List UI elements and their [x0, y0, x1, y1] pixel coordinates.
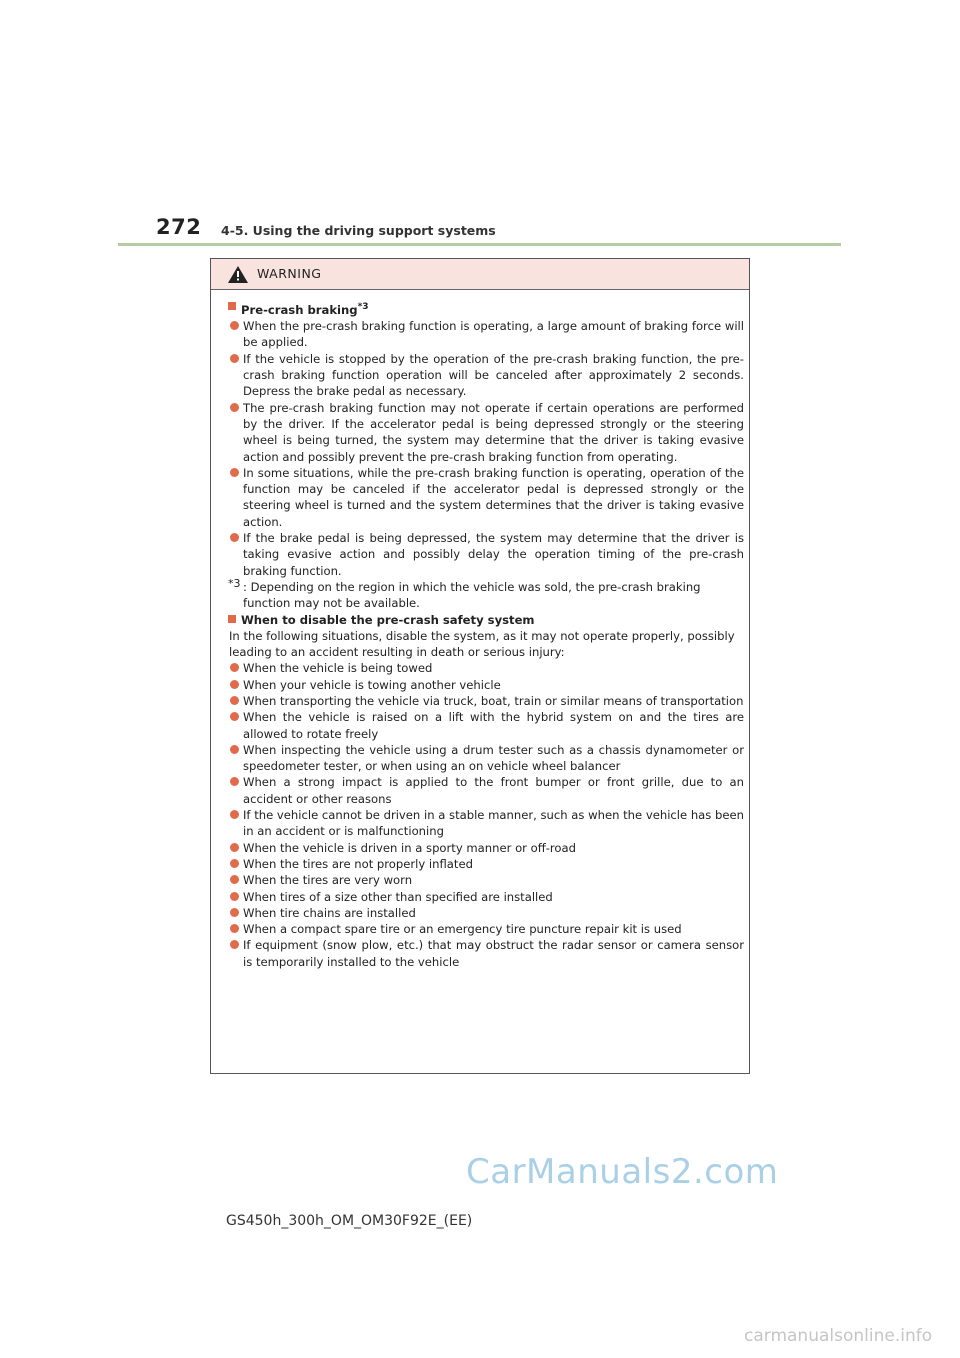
watermark-logo: CarManuals2.com — [466, 1152, 779, 1192]
square-bullet-icon — [228, 302, 236, 310]
circle-bullet-icon — [230, 403, 239, 412]
list-item — [228, 937, 744, 970]
list-item-text: If the vehicle cannot be driven in a stable manner, such as when the vehicle has been in an accident or is malfunctioning — [243, 808, 744, 839]
circle-bullet-icon — [230, 859, 239, 868]
list-item-text: When the vehicle is being towed — [243, 661, 433, 676]
list-item-text: When the pre-crash braking function is operating, a large amount of braking force will be applied. — [243, 319, 744, 350]
footnote-text: : Depending on the region in which the vehicle was sold, the pre-crash braking function may not be available. — [243, 579, 701, 611]
list-item-text: When the tires are not properly inflated — [243, 856, 473, 871]
list-item-text: When inspecting the vehicle using a drum tester such as a chassis dynamometer or speedometer tester, or when using an on vehicle wheel balancer — [243, 742, 744, 774]
footnote-mark: *3 — [228, 576, 241, 590]
warning-triangle-icon — [228, 266, 248, 283]
square-bullet-icon — [228, 615, 236, 623]
list-item — [228, 660, 744, 676]
circle-bullet-icon — [230, 924, 239, 933]
model-code: GS450h_300h_OM_OM30F92E_(EE) — [226, 1213, 473, 1229]
circle-bullet-icon — [230, 321, 239, 330]
list-item-text: If the vehicle is stopped by the operation of the pre-crash braking function, the pre-crash braking function operation will be canceled after approximately 2 seconds. Depress the brake pedal as necessary. — [243, 351, 744, 399]
list-item — [228, 318, 744, 351]
list-item-text: When a strong impact is applied to the front bumper or front grille, due to an accident or other reasons — [243, 775, 744, 806]
list-item — [228, 840, 744, 856]
section-heading — [228, 299, 744, 318]
list-item — [228, 774, 744, 807]
list-item — [228, 530, 744, 579]
list-item-text: When transporting the vehicle via truck, boat, train or similar means of transportation — [243, 693, 744, 708]
circle-bullet-icon — [230, 663, 239, 672]
circle-bullet-icon — [230, 843, 239, 852]
list-item-text: When the vehicle is raised on a lift with the hybrid system on and the tires are allowed to rotate freely — [243, 710, 744, 741]
list-item-text: If equipment (snow plow, etc.) that may obstruct the radar sensor or camera sensor is temporarily installed to the vehicle — [243, 938, 744, 969]
list-item — [228, 709, 744, 742]
list-item — [228, 693, 744, 709]
section-intro: In the following situations, disable the system, as it may not operate properly, possibly leading to an accident resulting in death or serious injury: — [229, 628, 735, 660]
list-item-text: When the vehicle is driven in a sporty manner or off-road — [243, 840, 576, 855]
list-item — [228, 807, 744, 840]
warning-header — [211, 259, 749, 290]
heading-text: When to disable the pre-crash safety system — [241, 612, 535, 627]
list-item-text: In some situations, while the pre-crash braking function is operating, operation of the function may be canceled if the accelerator pedal is depressed strongly or the steering wheel is turned and the system determines that the driver is taking evasive action. — [243, 465, 744, 529]
list-item — [228, 351, 744, 400]
circle-bullet-icon — [230, 810, 239, 819]
heading-text: Pre-crash braking — [241, 302, 358, 317]
list-item-text: When your vehicle is towing another vehicle — [243, 677, 501, 692]
list-item — [228, 677, 744, 693]
heading-footnote-ref: *3 — [357, 302, 369, 312]
circle-bullet-icon — [230, 468, 239, 477]
list-item-text: When the tires are very worn — [243, 873, 413, 888]
list-item-text: When tires of a size other than specified are installed — [243, 889, 553, 904]
circle-bullet-icon — [230, 940, 239, 949]
circle-bullet-icon — [230, 680, 239, 689]
list-item-text: When a compact spare tire or an emergency tire puncture repair kit is used — [243, 922, 682, 937]
warning-content — [228, 299, 744, 970]
section-heading — [228, 612, 744, 628]
circle-bullet-icon — [230, 696, 239, 705]
list-item-text: If the brake pedal is being depressed, the system may determine that the driver is taking evasive action and possibly delay the operation timing of the pre-crash braking function. — [243, 531, 744, 578]
list-item — [228, 872, 744, 888]
header-rule — [118, 243, 841, 246]
page-number: 272 — [156, 215, 202, 239]
circle-bullet-icon — [230, 354, 239, 363]
section-title: 4-5. Using the driving support systems — [221, 223, 496, 238]
list-item — [228, 889, 744, 905]
list-item — [228, 742, 744, 775]
circle-bullet-icon — [230, 745, 239, 754]
circle-bullet-icon — [230, 908, 239, 917]
circle-bullet-icon — [230, 892, 239, 901]
list-item-text: The pre-crash braking function may not operate if certain operations are performed by the driver. If the accelerator pedal is being depressed strongly or the steering wheel is being turned, the system may determine that the driver is taking evasive action and possibly prevent the pre-crash braking function from operating. — [243, 400, 744, 464]
circle-bullet-icon — [230, 875, 239, 884]
list-item — [228, 905, 744, 921]
page-header — [118, 212, 841, 248]
list-item-text: When tire chains are installed — [243, 905, 416, 920]
watermark-url: carmanualsonline.info — [744, 1326, 933, 1346]
footnote — [228, 576, 744, 612]
list-item — [228, 921, 744, 937]
list-item — [228, 400, 744, 465]
warning-box — [210, 258, 750, 1074]
warning-title: WARNING — [257, 266, 322, 281]
list-item — [228, 465, 744, 530]
circle-bullet-icon — [230, 712, 239, 721]
list-item — [228, 856, 744, 872]
circle-bullet-icon — [230, 533, 239, 542]
circle-bullet-icon — [230, 777, 239, 786]
